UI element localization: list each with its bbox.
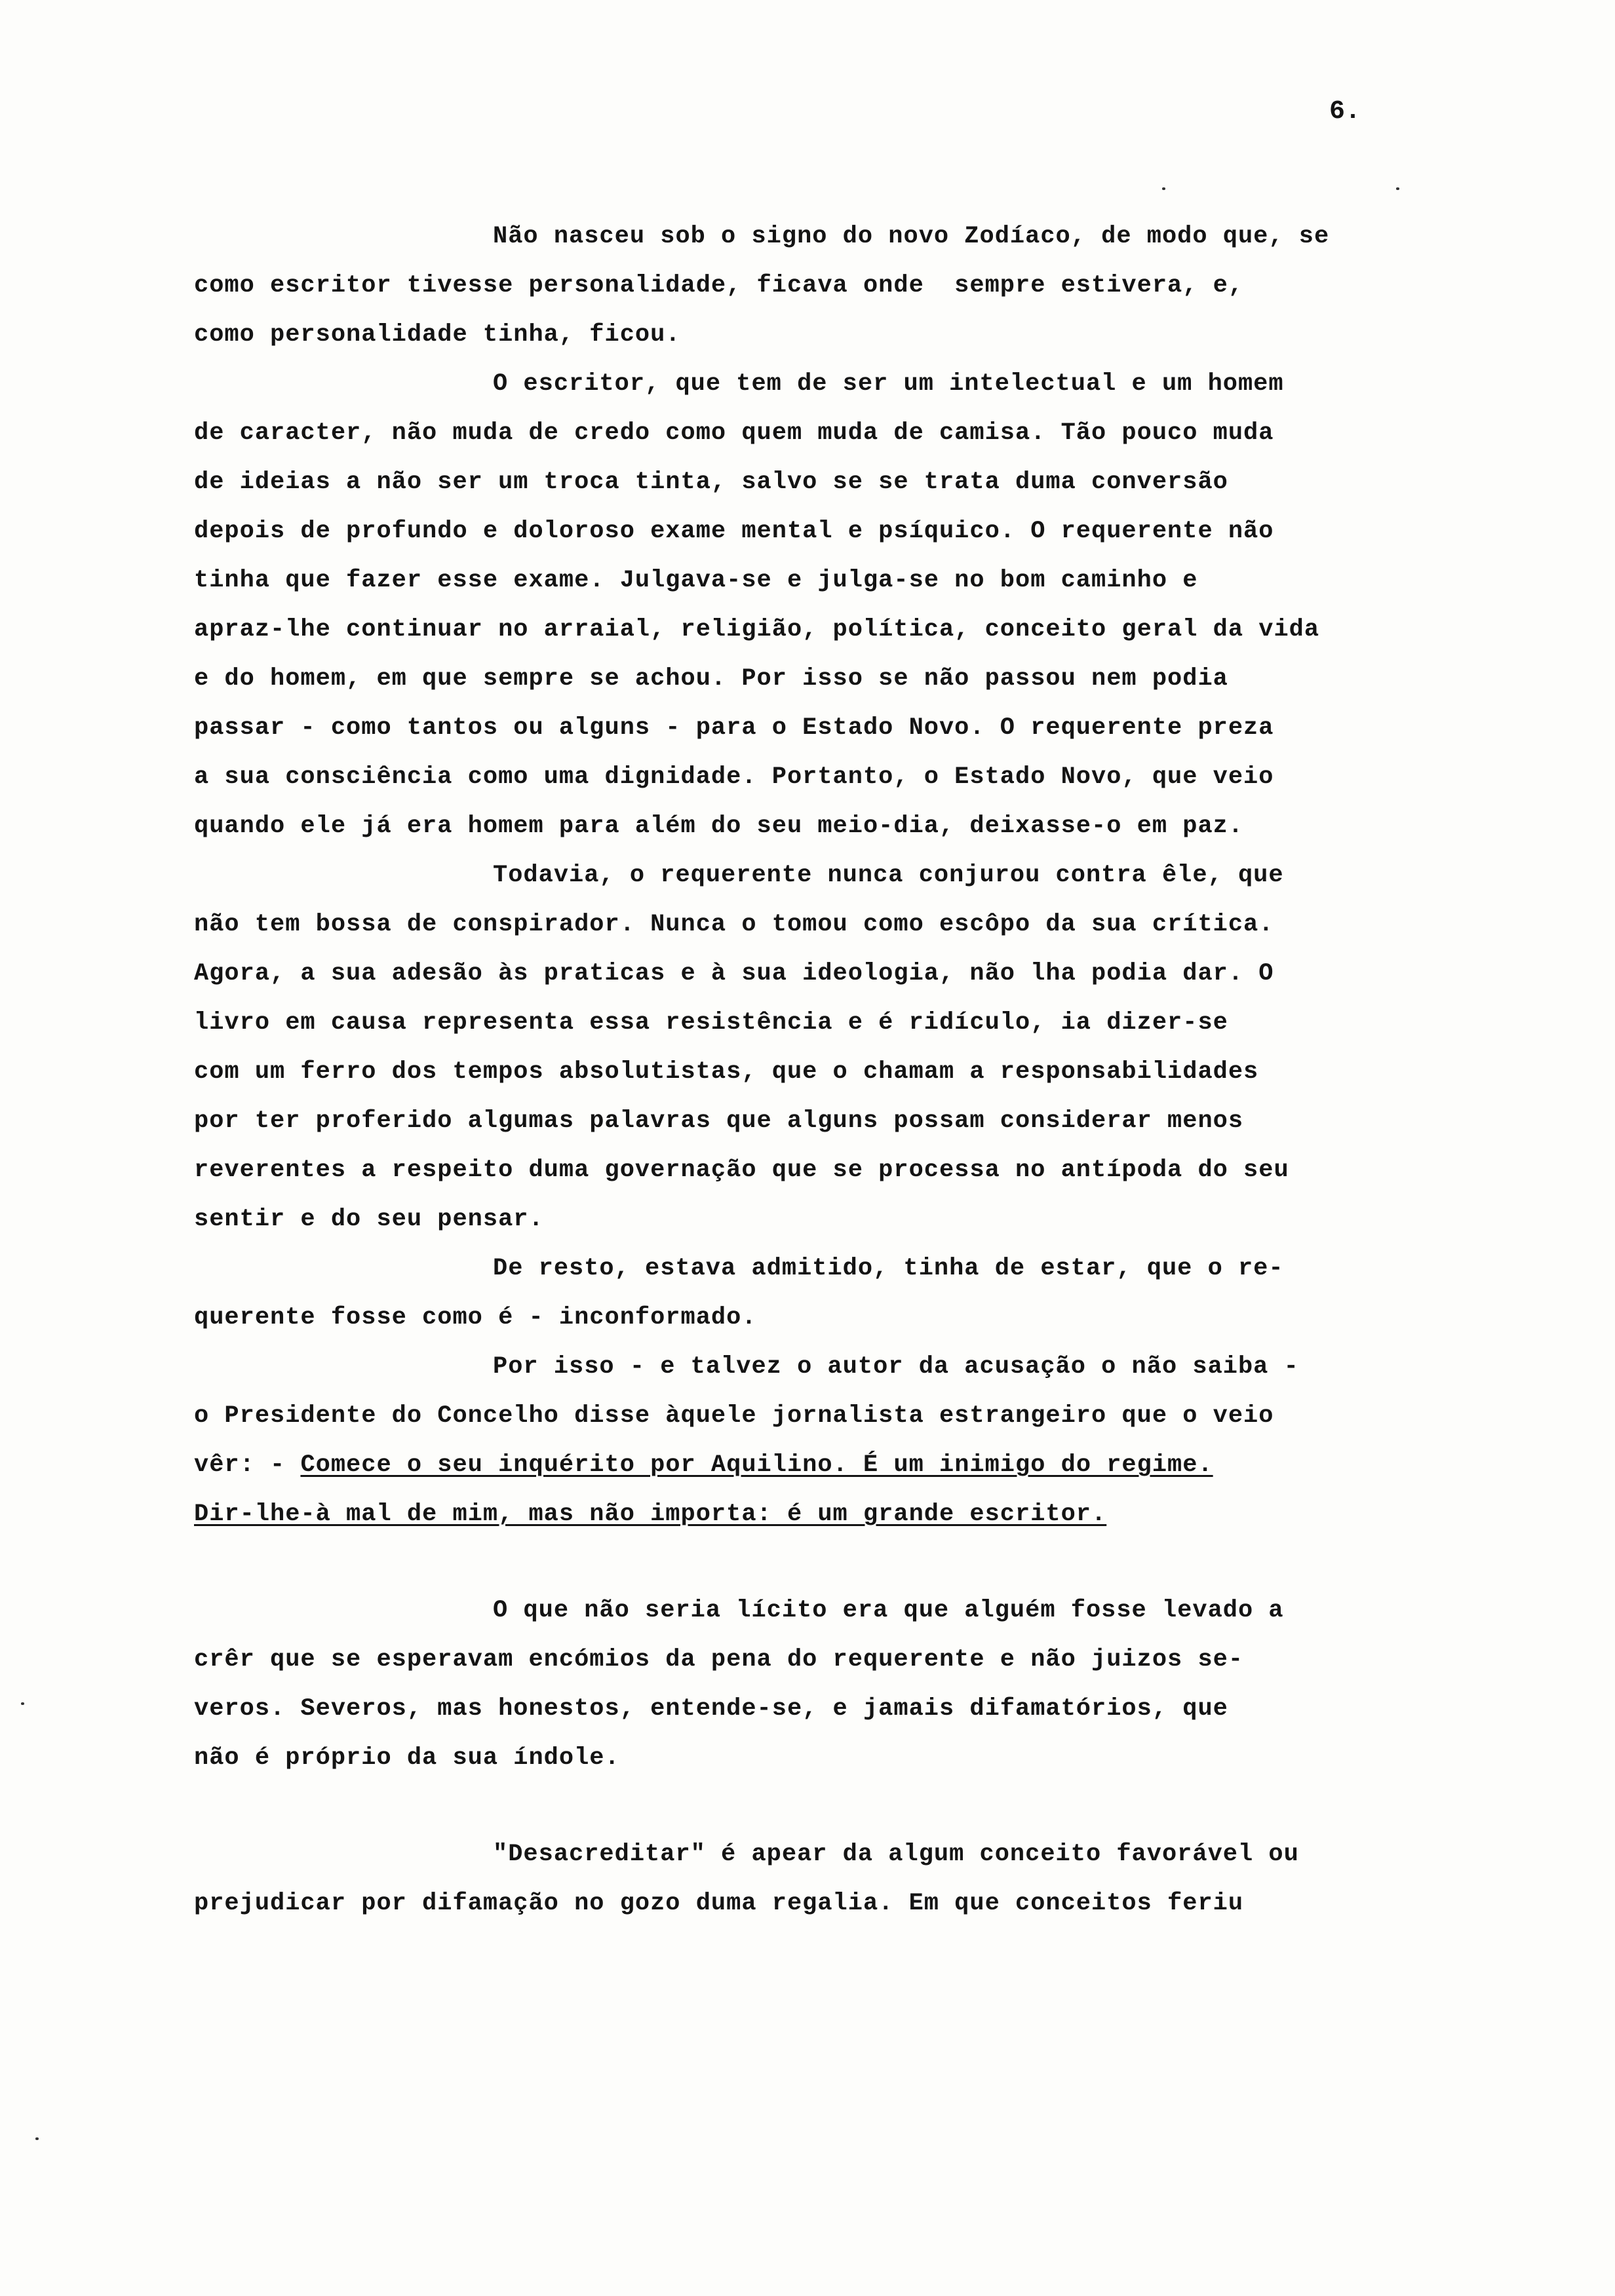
line-text: "Desacreditar" é apear da algum conceito favorável ou — [493, 1841, 1299, 1868]
line-text: Todavia, o requerente nunca conjurou contra êle, que — [493, 862, 1284, 889]
underlined-quote: Dir-lhe-à mal de mim, mas não importa: é um grande escritor. — [194, 1501, 1107, 1528]
line-text: O escritor, que tem de ser um intelectual e um homem — [493, 370, 1284, 398]
line-text: apraz-lhe continuar no arraial, religião, política, conceito geral da vida — [194, 616, 1320, 643]
line-text: reverentes a respeito duma governação que se processa no antípoda do seu — [194, 1157, 1289, 1184]
text-line — [194, 814, 1243, 839]
page-number: 6. — [1329, 97, 1361, 126]
line-text: veros. Severos, mas honestos, entende-se, e jamais difamatórios, que — [194, 1695, 1228, 1723]
text-line — [194, 470, 1228, 495]
line-text: Por isso - e talvez o autor da acusação o não saiba - — [493, 1353, 1299, 1381]
text-line — [194, 618, 1319, 642]
text-line — [194, 1892, 1243, 1916]
text-line — [194, 1648, 1243, 1672]
text-line — [194, 1208, 544, 1232]
text-line — [194, 323, 681, 347]
line-text: depois de profundo e doloroso exame mental e psíquico. O requerente não — [194, 518, 1274, 545]
text-line — [493, 1599, 1284, 1623]
text-line — [194, 1746, 620, 1770]
line-text: passar - como tantos ou alguns - para o Estado Novo. O requerente preza — [194, 714, 1274, 742]
line-text: e do homem, em que sempre se achou. Por isso se não passou nem podia — [194, 665, 1228, 693]
text-line — [194, 1306, 757, 1330]
text-line — [194, 962, 1274, 986]
text-line — [194, 1158, 1289, 1183]
scan-speck — [35, 2137, 39, 2140]
text-line — [194, 1011, 1228, 1035]
text-line — [194, 520, 1274, 544]
text-line — [493, 1843, 1299, 1867]
text-line — [493, 1355, 1299, 1379]
line-text: De resto, estava admitido, tinha de estar, que o re- — [493, 1255, 1284, 1282]
text-line — [194, 569, 1197, 593]
scan-speck — [1162, 187, 1165, 190]
line-text: a sua consciência como uma dignidade. Portanto, o Estado Novo, que veio — [194, 763, 1274, 791]
line-text: não é próprio da sua índole. — [194, 1744, 620, 1772]
line-text: por ter proferido algumas palavras que alguns possam considerar menos — [194, 1107, 1244, 1135]
line-text: crêr que se esperavam encómios da pena do requerente e não juizos se- — [194, 1646, 1244, 1674]
line-text: tinha que fazer esse exame. Julgava-se e julga-se no bom caminho e — [194, 567, 1198, 594]
line-text: querente fosse como é - inconformado. — [194, 1304, 757, 1331]
text-line — [194, 1404, 1274, 1428]
text-line — [194, 1502, 1106, 1527]
underlined-quote: Comece o seu inquérito por Aquilino. É um inimigo do regime. — [300, 1451, 1213, 1479]
text-line — [493, 225, 1329, 249]
line-text: O que não seria lícito era que alguém fosse levado a — [493, 1597, 1284, 1624]
text-line — [194, 913, 1274, 937]
line-text: sentir e do seu pensar. — [194, 1206, 544, 1233]
text-line — [194, 1109, 1243, 1134]
scan-speck — [21, 1702, 24, 1705]
line-text: de caracter, não muda de credo como quem muda de camisa. Tão pouco muda — [194, 419, 1274, 447]
line-text: com um ferro dos tempos absolutistas, que o chamam a responsabilidades — [194, 1058, 1259, 1086]
line-text: Não nasceu sob o signo do novo Zodíaco, de modo que, se — [493, 223, 1330, 250]
text-line — [493, 1257, 1284, 1281]
line-text: não tem bossa de conspirador. Nunca o tomou como escôpo da sua crítica. — [194, 911, 1274, 938]
line-text: quando ele já era homem para além do seu meio-dia, deixasse-o em paz. — [194, 813, 1244, 840]
text-line — [194, 667, 1228, 691]
text-line — [194, 1453, 1213, 1478]
text-line — [194, 716, 1274, 740]
line-text: o Presidente do Concelho disse àquele jornalista estrangeiro que o veio — [194, 1402, 1274, 1430]
line-text: vêr: - — [194, 1451, 301, 1479]
text-line — [194, 1697, 1228, 1721]
text-line — [194, 765, 1274, 790]
line-text: como personalidade tinha, ficou. — [194, 321, 681, 349]
text-line — [194, 421, 1274, 446]
line-text: de ideias a não ser um troca tinta, salvo se se trata duma conversão — [194, 469, 1228, 496]
scan-speck — [1396, 187, 1399, 190]
text-line — [493, 372, 1284, 396]
text-line — [493, 864, 1284, 888]
line-text: como escritor tivesse personalidade, ficava onde sempre estivera, e, — [194, 272, 1244, 299]
line-text: Agora, a sua adesão às praticas e à sua ideologia, não lha podia dar. O — [194, 960, 1274, 987]
text-line — [194, 274, 1243, 298]
text-line — [194, 1060, 1258, 1084]
line-text: prejudicar por difamação no gozo duma regalia. Em que conceitos feriu — [194, 1890, 1244, 1917]
line-text: livro em causa representa essa resistência e é ridículo, ia dizer-se — [194, 1009, 1228, 1037]
